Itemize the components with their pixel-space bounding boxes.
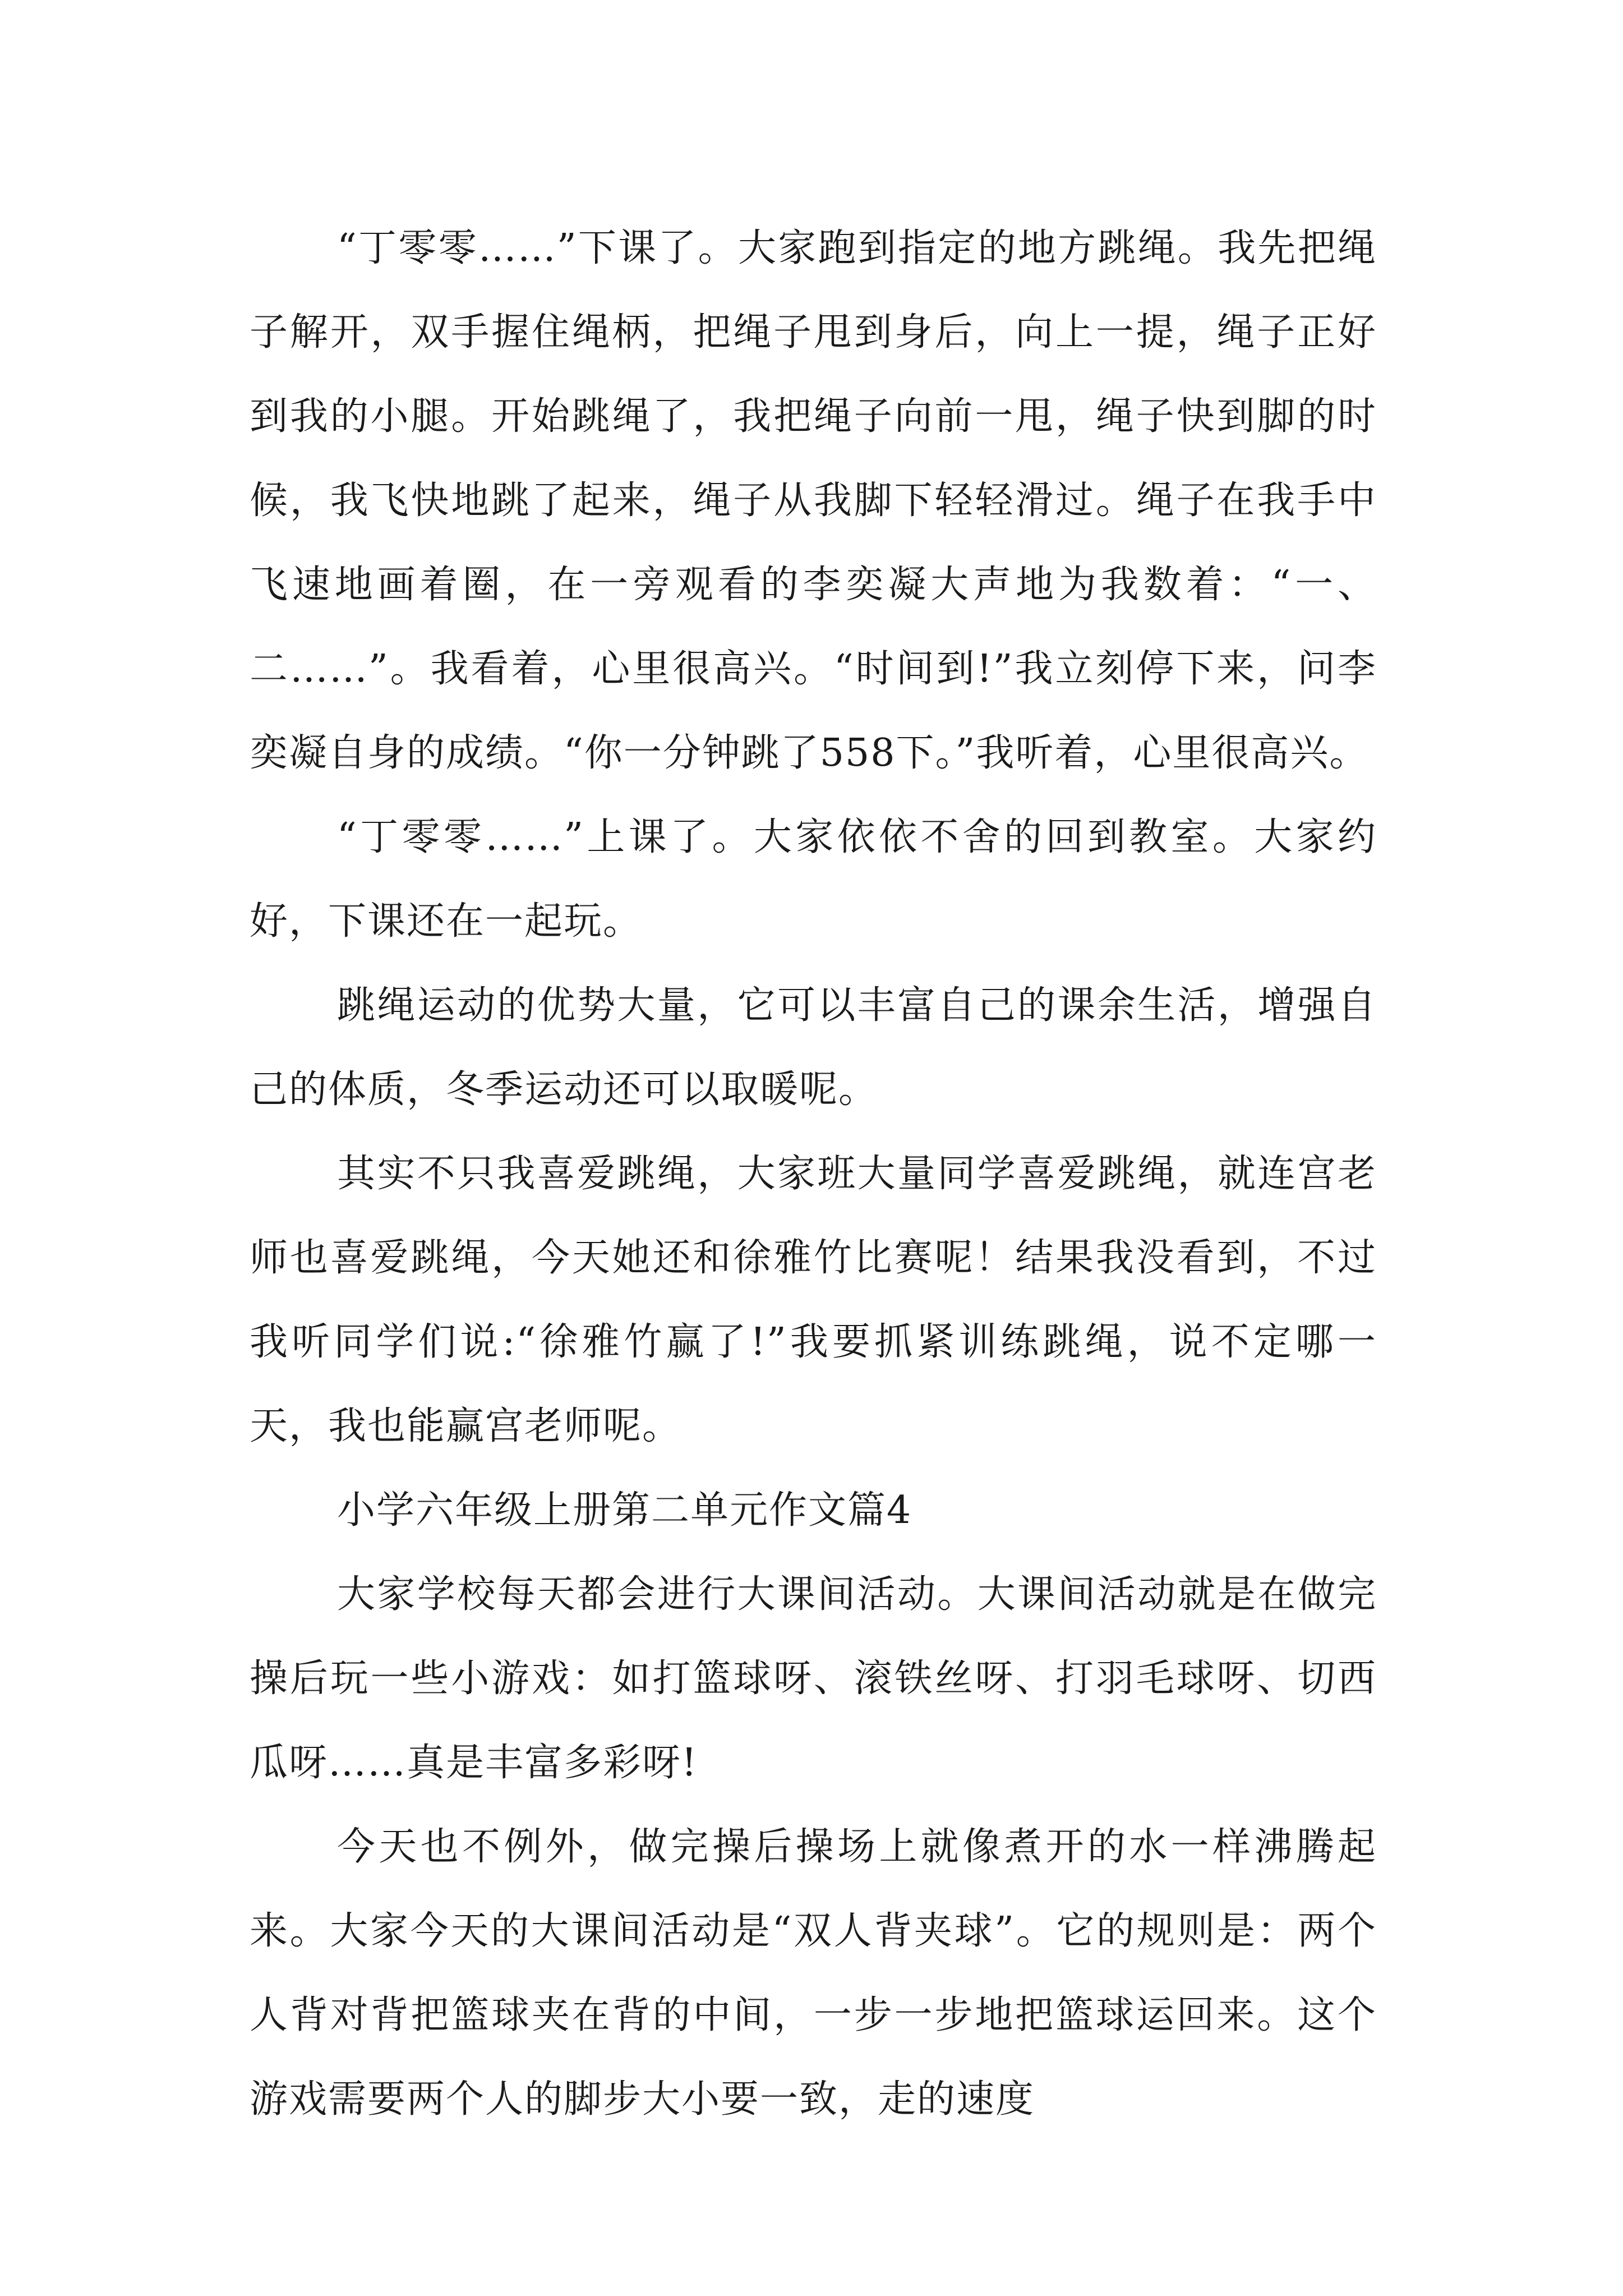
paragraph-1: “丁零零……”下课了。大家跑到指定的地方跳绳。我先把绳子解开，双手握住绳柄，把绳子甩到身后，向上一提，绳子正好到我的小腿。开始跳绳了，我把绳子向前一甩，绳子快到脚的时候，我飞快地跳了起来，绳子从我脚下轻轻滑过。绳子在我手中飞速地画着圈，在一旁观看的李奕凝大声地为我数着：“一、二……”。我看着，心里很高兴。“时间到!”我立刻停下来，问李奕凝自身的成绩。“你一分钟跳了558下。”我听着，心里很高兴。 — [250, 226, 1377, 775]
document-body — [250, 206, 1377, 2142]
section-heading: 小学六年级上册第二单元作文篇4 — [337, 1488, 912, 1533]
paragraph-5: 大家学校每天都会进行大课间活动。大课间活动就是在做完操后玩一些小游戏：如打篮球呀、滚铁丝呀、打羽毛球呀、切西瓜呀……真是丰富多彩呀! — [250, 1572, 1377, 1785]
paragraph-4: 其实不只我喜爱跳绳，大家班大量同学喜爱跳绳，就连宫老师也喜爱跳绳，今天她还和徐雅竹比赛呢！结果我没看到，不过我听同学们说:“徐雅竹赢了!”我要抓紧训练跳绳，说不定哪一天，我也能赢宫老师呢。 — [250, 1152, 1377, 1448]
paragraph-2: “丁零零……”上课了。大家依依不舍的回到教室。大家约好，下课还在一起玩。 — [250, 815, 1377, 944]
paragraph-6: 今天也不例外，做完操后操场上就像煮开的水一样沸腾起来。大家今天的大课间活动是“双人背夹球”。它的规则是：两个人背对背把篮球夹在背的中间，一步一步地把篮球运回来。这个游戏需要两个人的脚步大小要一致，走的速度 — [250, 1825, 1377, 2122]
paragraph-3: 跳绳运动的优势大量，它可以丰富自己的课余生活，增强自己的体质，冬季运动还可以取暖呢。 — [250, 983, 1377, 1112]
